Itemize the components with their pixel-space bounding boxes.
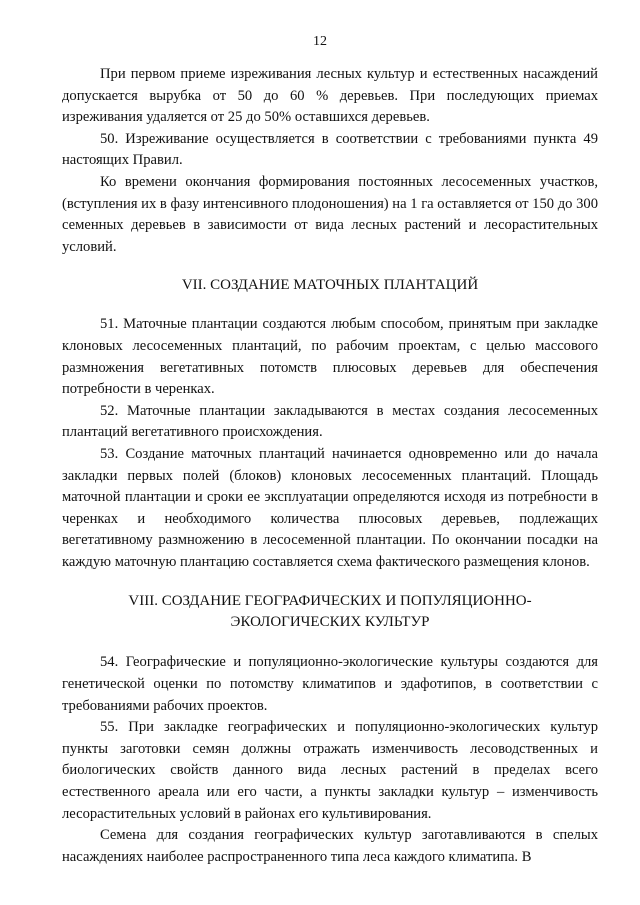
paragraph-thinning-percent: При первом приеме изреживания лесных культур и естественных насаждений допускается вырубка от 50 до 60 % деревьев. При последующих приемах изреживания удаляется от 25 до 50% оставшихся деревьев. [62,66,598,126]
page-number: 12 [313,34,327,49]
paragraph-seed-trees: Ко времени окончания формирования постоянных лесосеменных участков, (вступления их в фазу интенсивного плодоношения) на 1 га оставляется от 150 до 300 семенных деревьев в зависимости от вида лесных растений и лесорастительных условий. [62,173,598,255]
page-content [62,64,598,868]
section-heading-viii-line2: ЭКОЛОГИЧЕСКИХ КУЛЬТУР [230,614,430,631]
paragraph-55: 55. При закладке географических и популяционно-экологических культур пункты заготовки семян должны отражать изменчивость лесоводственных и биологических свойств данного вида лесных растений в пределах всего естественного ареала или его части, а пункты закладки культур – изменчивость лесорастительных условий в районах его культивирования. [62,719,598,822]
section-heading-vii: VII. СОЗДАНИЕ МАТОЧНЫХ ПЛАНТАЦИЙ [181,277,479,294]
paragraph-51: 51. Маточные плантации создаются любым способом, принятым при закладке клоновых лесосеменных плантаций, по рабочим проектам, с целью массового размножения вегетативных потомств плюсовых деревьев для обеспечения потребности в черенках. [62,316,598,398]
paragraph-52: 52. Маточные плантации закладываются в местах создания лесосеменных плантаций вегетативного происхождения. [62,402,598,441]
paragraph-53: 53. Создание маточных плантаций начинается одновременно или до начала закладки первых полей (блоков) клоновых лесосеменных плантаций. Площадь маточной плантации и сроки ее эксплуатации определяются исходя из потребности в черенках и необходимого количества плюсовых деревьев, подлежащих вегетативному размножению в лесосеменной плантации. По окончании посадки на каждую маточную плантацию составляется схема фактического размещения клонов. [62,445,598,570]
paragraph-seeds-collection: Семена для создания географических культур заготавливаются в спелых насаждениях наиболее распространенного типа леса каждого климатипа. В [62,827,598,865]
paragraph-54: 54. Географические и популяционно-экологические культуры создаются для генетической оценки по потомству климатипов и эдафотипов, в соответствии с требованиями рабочих проектов. [62,654,598,714]
paragraph-50: 50. Изреживание осуществляется в соответствии с требованиями пункта 49 настоящих Правил. [62,130,598,169]
section-heading-viii [62,591,598,633]
section-heading-viii-line1: VIII. СОЗДАНИЕ ГЕОГРАФИЧЕСКИХ И ПОПУЛЯЦИОННО- [128,593,532,610]
